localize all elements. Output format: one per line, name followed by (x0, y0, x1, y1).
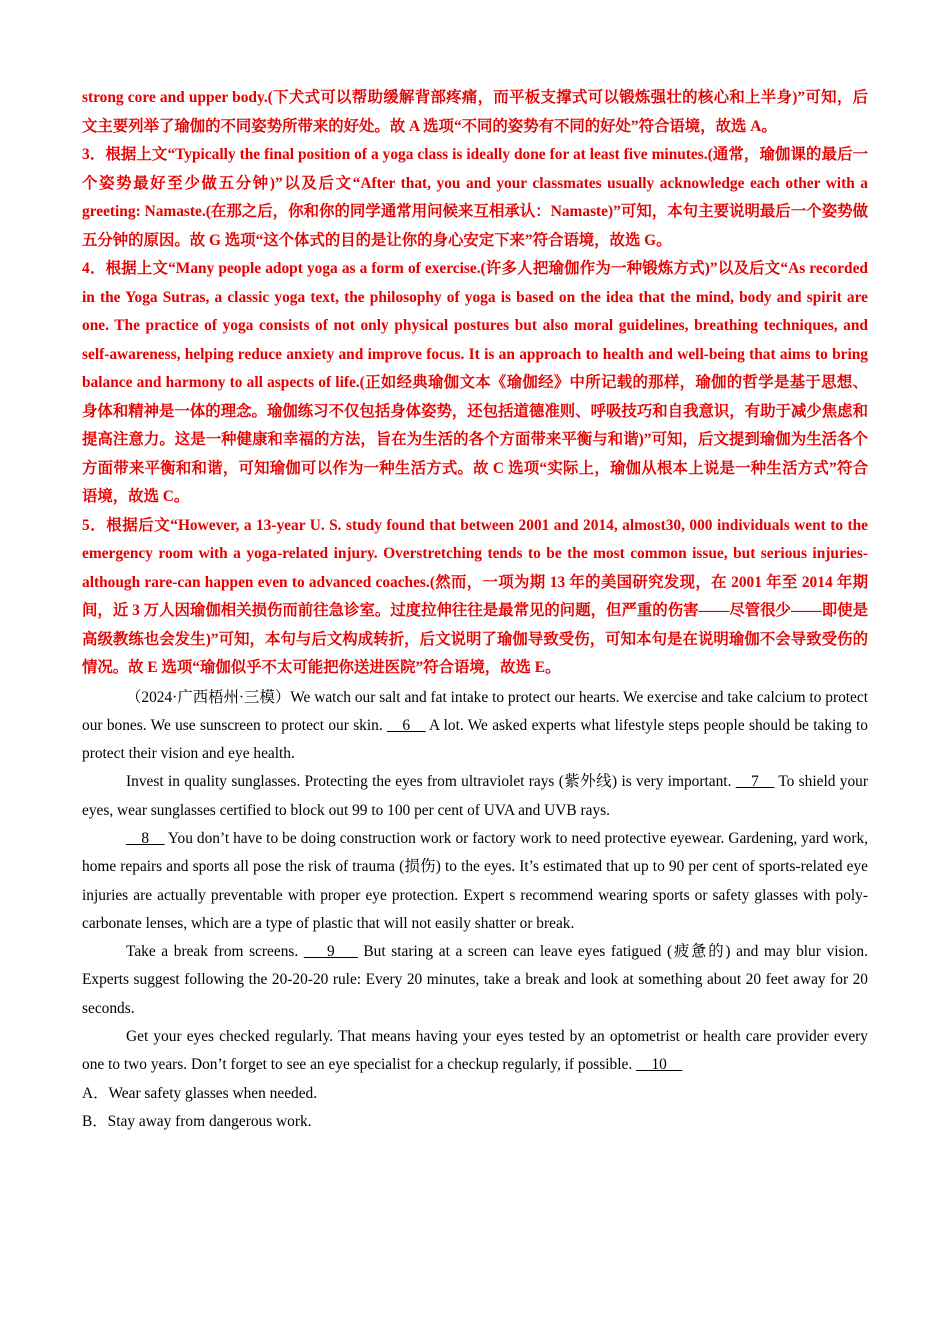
answer-analysis (82, 84, 868, 683)
blank-8: __8__ (126, 829, 165, 847)
blank-9: ___9___ (303, 943, 358, 961)
analysis-item-2-tail: strong core and upper body.(下犬式可以帮助缓解背部疼痛，而平板支撑式可以锻炼强壮的核心和上半身)”可知，后文主要列举了瑜伽的不同姿势所带来的好处。故 A 选项“不同的姿势有不同的好处”符合语境，故选 A。 (82, 89, 868, 135)
reading-passage (82, 684, 868, 1137)
passage-paragraph-3: __8__ You don’t have to be doing construction work or factory work to need protective eyewear. Gardening, yard work, home repairs and sports all pose the risk of trauma (损伤) to the eyes. It’s estimated that up to 90 per cent of sports-related eye injuries are actually preventable with proper eye protection. Expert s recommend wearing sports or safety glasses with poly-carbonate lenses, which are a type of plastic that will not easily shatter or break. (82, 829, 868, 932)
document-page (82, 84, 868, 1136)
analysis-item-3: 3．根据上文“Typically the final position of a yoga class is ideally done for at least five minutes.(通常，瑜伽课的最后一个姿势最好至少做五分钟)”以及后文“After that, you and your classmates usually acknowledge each other with a greeting: Namaste.(在那之后，你和你的同学通常用问候来互相承认：Namaste)”可知，本句主要说明最后一个姿势做五分钟的原因。故 G 选项“这个体式的目的是让你的身心安定下来”符合语境，故选 G。 (82, 146, 868, 249)
passage-paragraph-5: Get your eyes checked regularly. That means having your eyes tested by an optometrist or health care provider every one to two years. Don’t forget to see an eye specialist for a checkup regularly, if possible. __10__ (82, 1028, 868, 1074)
blank-7: __7__ (735, 773, 775, 791)
question-source: （2024·广西梧州·三模） (126, 688, 291, 706)
passage-paragraph-2: Invest in quality sunglasses. Protecting the eyes from ultraviolet rays (紫外线) is very important. __7__ To shield your eyes, wear sunglasses certified to block out 99 to 100 per cent of UVA and UVB rays. (82, 773, 868, 819)
option-b: B．Stay away from dangerous work. (82, 1112, 312, 1130)
blank-6: __6__ (387, 716, 426, 734)
analysis-item-5: 5．根据后文“However, a 13-year U. S. study found that between 2001 and 2014, almost30, 000 individuals went to the emergency room with a yoga-related injury. Overstretching tends to be the most common issue, but serious injuries-although rare-can happen even to advanced coaches.(然而，一项为期 13 年的美国研究发现，在 2001 年至 2014 年期间，近 3 万人因瑜伽相关损伤而前往急诊室。过度拉伸往往是最常见的问题，但严重的伤害——尽管很少——即使是高级教练也会发生)”可知，本句与后文构成转折，后文说明了瑜伽导致受伤，可知本句是在说明瑜伽不会导致受伤的情况。故 E 选项“瑜伽似乎不太可能把你送进医院”符合语境，故选 E。 (82, 516, 868, 676)
blank-10: __10__ (636, 1056, 683, 1074)
analysis-item-4: 4．根据上文“Many people adopt yoga as a form of exercise.(许多人把瑜伽作为一种锻炼方式)”以及后文“As recorded in the Yoga Sutras, a classic yoga text, the philosophy of yoga is based on the idea that the mind, body and spirit are one. The practice of yoga consists of not only physical postures but also moral guidelines, breathing techniques, and self-awareness, helping reduce anxiety and improve focus. It is an approach to health and well-being that aims to bring balance and harmony to all aspects of life.(正如经典瑜伽文本《瑜伽经》中所记载的那样，瑜伽的哲学是基于思想、身体和精神是一体的理念。瑜伽练习不仅包括身体姿势，还包括道德准则、呼吸技巧和自我意识，有助于减少焦虑和提高注意力。这是一种健康和幸福的方法，旨在为生活的各个方面带来平衡与和谐)”可知，后文提到瑜伽为生活各个方面带来平衡和和谐，可知瑜伽可以作为一种生活方式。故 C 选项“实际上，瑜伽从根本上说是一种生活方式”符合语境，故选 C。 (82, 260, 868, 505)
passage-paragraph-4: Take a break from screens. ___9___ But staring at a screen can leave eyes fatigued (疲惫的) and may blur vision. Experts suggest following the 20-20-20 rule: Every 20 minutes, take a break and look at something about 20 feet away for 20 seconds. (82, 943, 868, 1017)
passage-paragraph-1: （2024·广西梧州·三模）We watch our salt and fat intake to protect our hearts. We exercise and take calcium to protect our bones. We use sunscreen to protect our skin. __6__ A lot. We asked experts what lifestyle steps people should be taking to protect their vision and eye health. (82, 688, 868, 763)
option-a: A．Wear safety glasses when needed. (82, 1084, 318, 1102)
